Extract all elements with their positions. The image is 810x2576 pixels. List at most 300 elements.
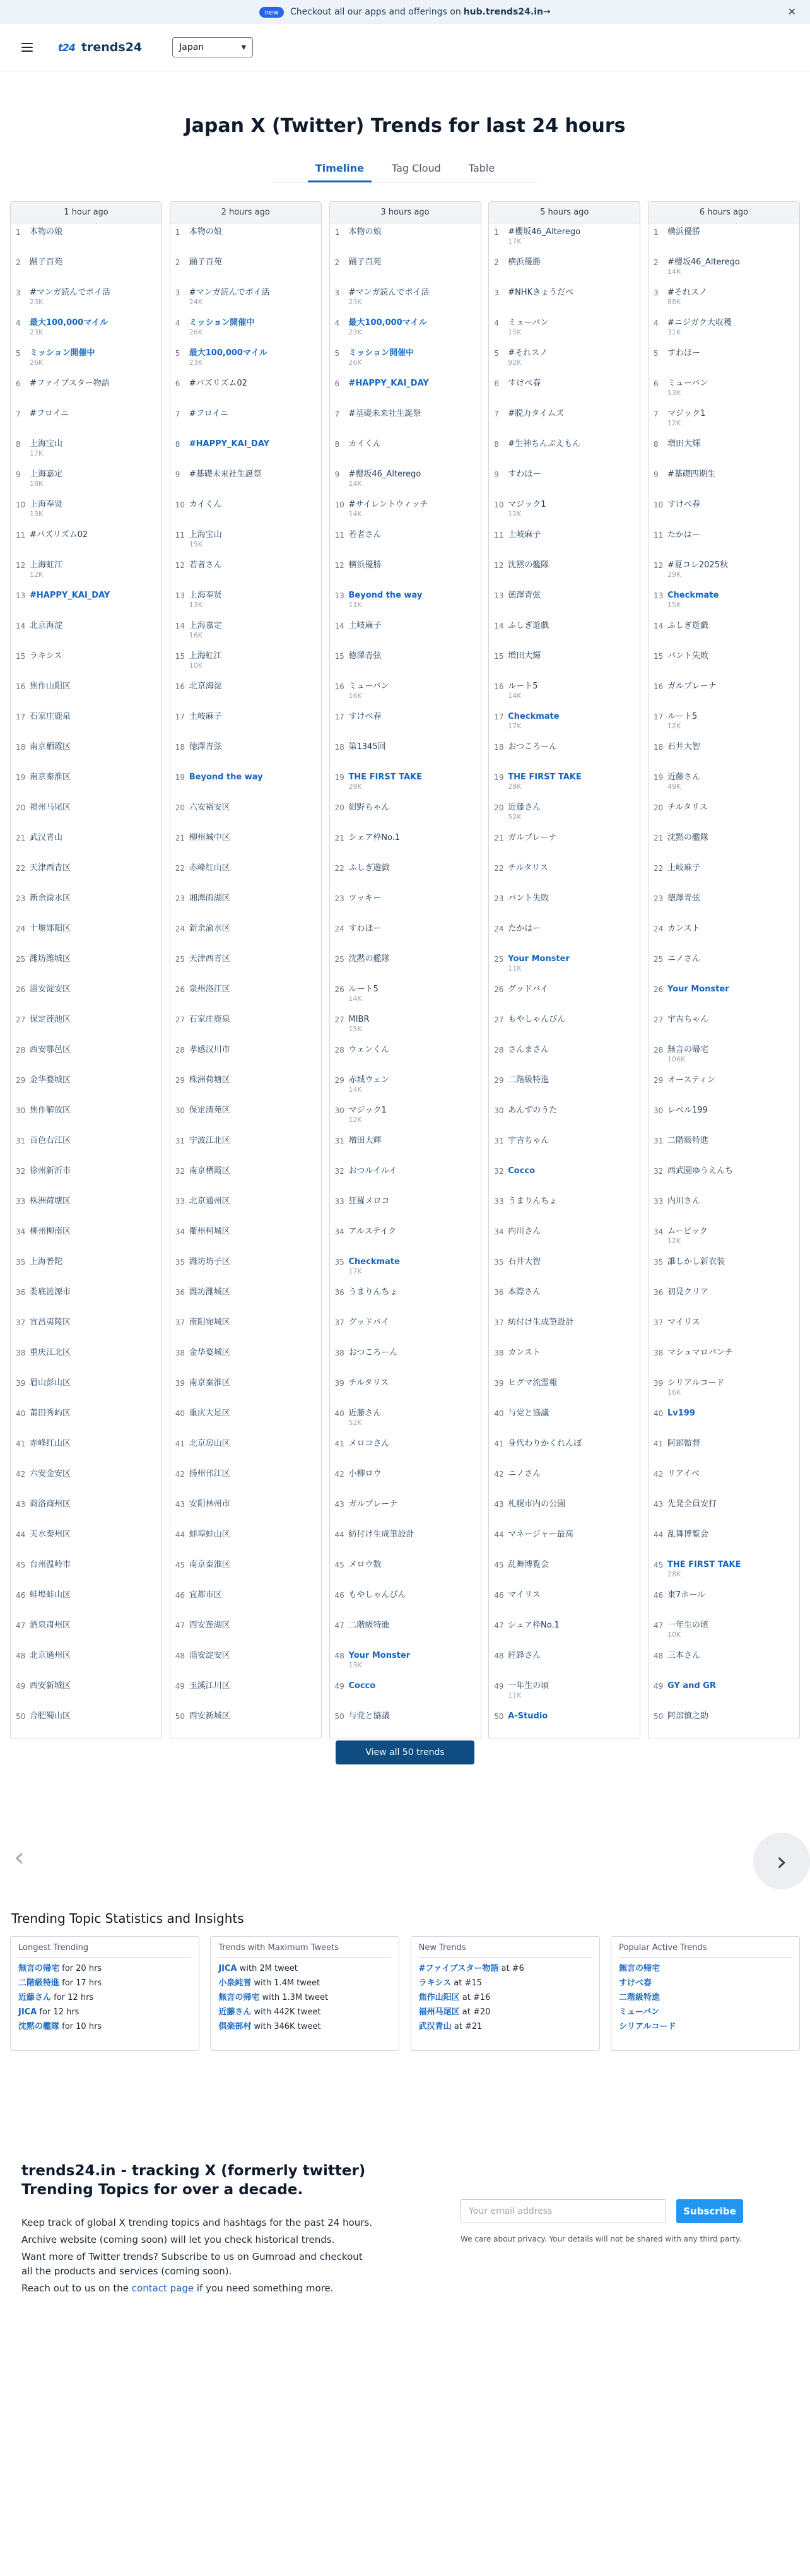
trend-link[interactable] <box>508 318 635 336</box>
stats-trend-link[interactable]: 近藤さん <box>18 1993 52 2002</box>
trend-link[interactable] <box>30 348 156 367</box>
trend-link[interactable] <box>30 288 156 306</box>
trend-link[interactable] <box>667 682 794 692</box>
trend-link[interactable] <box>508 1621 635 1631</box>
trend-link[interactable] <box>349 863 476 873</box>
subscribe-button[interactable]: Subscribe <box>676 2199 743 2223</box>
trend-link[interactable] <box>349 1227 476 1237</box>
trend-item <box>489 1193 640 1223</box>
trend-link[interactable] <box>667 409 794 427</box>
trend-link[interactable] <box>667 621 794 631</box>
trend-link[interactable] <box>349 1106 476 1124</box>
trend-link[interactable] <box>349 1621 476 1631</box>
trend-link[interactable] <box>667 318 794 336</box>
trend-link[interactable] <box>30 1439 156 1449</box>
trend-link[interactable] <box>349 1409 476 1427</box>
trend-link[interactable] <box>30 1409 156 1419</box>
tab-timeline[interactable]: Timeline <box>308 162 372 182</box>
trend-link[interactable] <box>30 439 156 458</box>
trend-link[interactable] <box>30 1621 156 1631</box>
trend-link[interactable] <box>189 379 316 389</box>
trend-link[interactable] <box>349 318 476 336</box>
trend-link[interactable] <box>667 651 794 661</box>
trend-link[interactable] <box>349 227 476 237</box>
trend-link[interactable] <box>508 470 635 480</box>
trend-link[interactable] <box>667 1378 794 1397</box>
stats-trend-link[interactable]: 倶楽部村 <box>218 2022 252 2031</box>
trend-link[interactable] <box>189 318 316 336</box>
trend-link[interactable] <box>508 1651 635 1661</box>
trend-link[interactable] <box>30 1106 156 1116</box>
trend-link[interactable] <box>508 1590 635 1600</box>
trend-link[interactable] <box>667 742 794 752</box>
trend-link[interactable] <box>349 591 476 609</box>
trend-link[interactable] <box>30 1651 156 1661</box>
stats-trend-link[interactable]: 小泉純晋 <box>218 1978 252 1988</box>
trend-link[interactable] <box>349 560 476 570</box>
hub-link[interactable]: hub.trends24.in <box>463 7 543 17</box>
trend-link[interactable] <box>30 1560 156 1570</box>
trend-link[interactable] <box>508 1711 635 1722</box>
trend-link[interactable] <box>349 257 476 268</box>
trend-link[interactable] <box>189 1651 316 1661</box>
trend-link[interactable] <box>508 1409 635 1419</box>
trend-link[interactable] <box>30 257 156 268</box>
trend-link[interactable] <box>30 1015 156 1025</box>
trend-link[interactable] <box>667 1651 794 1661</box>
trend-link[interactable] <box>508 833 635 843</box>
trend-link[interactable] <box>508 227 635 245</box>
trend-link[interactable] <box>30 924 156 934</box>
trend-link[interactable] <box>30 1711 156 1722</box>
trend-rank: 24 <box>334 925 344 933</box>
logo-text: trends24 <box>81 40 143 54</box>
trend-link[interactable] <box>508 439 635 449</box>
trend-link[interactable] <box>349 348 476 367</box>
stats-trend-link[interactable]: JICA <box>18 2007 37 2017</box>
trend-link[interactable] <box>189 621 316 639</box>
trend-link[interactable] <box>667 1590 794 1600</box>
stats-trend-link[interactable]: 無言の帰宅 <box>618 1964 660 1973</box>
hamburger-menu-icon[interactable] <box>21 43 33 52</box>
trend-link[interactable] <box>349 924 476 934</box>
stats-trend-link[interactable]: 近藤さん <box>218 2007 252 2017</box>
trend-link[interactable] <box>30 651 156 661</box>
trend-link[interactable] <box>30 833 156 843</box>
trend-link[interactable] <box>30 1318 156 1328</box>
trend-link[interactable] <box>30 742 156 752</box>
trend-link[interactable] <box>30 863 156 873</box>
trend-link[interactable] <box>508 1106 635 1116</box>
chevron-left-icon[interactable]: ‹ <box>14 1841 25 1872</box>
trend-link[interactable] <box>30 1348 156 1358</box>
stats-trend-link[interactable]: 焦作山阳区 <box>418 1993 460 2002</box>
trend-link[interactable] <box>30 894 156 904</box>
trend-link[interactable] <box>667 470 794 480</box>
trend-link[interactable] <box>349 682 476 700</box>
trend-link[interactable] <box>667 530 794 540</box>
stats-trend-link[interactable]: すけべ春 <box>618 1978 652 1988</box>
trend-link[interactable] <box>667 1560 794 1578</box>
trend-link[interactable] <box>349 530 476 540</box>
trend-link[interactable] <box>667 1166 794 1176</box>
trend-link[interactable] <box>349 1681 476 1691</box>
trend-link[interactable] <box>30 318 156 336</box>
contact-link[interactable]: contact page <box>131 2283 194 2294</box>
trend-link[interactable] <box>667 1075 794 1085</box>
trend-link[interactable] <box>189 288 316 306</box>
trend-link[interactable] <box>189 1166 316 1176</box>
trend-name: Checkmate <box>667 591 719 600</box>
trend-link[interactable] <box>189 500 316 510</box>
trend-link[interactable] <box>667 1318 794 1328</box>
stats-trend-link[interactable]: シリアルコード <box>618 2022 676 2031</box>
trend-link[interactable] <box>667 924 794 934</box>
trend-link[interactable] <box>667 560 794 579</box>
trend-link[interactable] <box>349 1530 476 1540</box>
trend-link[interactable] <box>30 500 156 518</box>
trend-link[interactable] <box>189 1348 316 1358</box>
trend-link[interactable] <box>30 772 156 783</box>
trend-link[interactable] <box>189 954 316 964</box>
trend-link[interactable] <box>30 1378 156 1388</box>
trend-link[interactable] <box>508 560 635 570</box>
trend-link[interactable] <box>349 1045 476 1055</box>
trend-link[interactable] <box>30 1287 156 1297</box>
trend-name: すわほー <box>348 924 382 933</box>
trend-link[interactable] <box>349 772 476 791</box>
trend-link[interactable] <box>667 1621 794 1639</box>
trend-link[interactable] <box>349 651 476 661</box>
trend-link[interactable] <box>349 712 476 722</box>
trend-link[interactable] <box>189 712 316 722</box>
trend-link[interactable] <box>30 1045 156 1055</box>
trend-link[interactable] <box>349 1257 476 1275</box>
trend-link[interactable] <box>349 1469 476 1479</box>
trend-link[interactable] <box>189 1621 316 1631</box>
trend-link[interactable] <box>667 379 794 397</box>
trend-link[interactable] <box>189 1287 316 1297</box>
trend-link[interactable] <box>189 772 316 783</box>
trend-link[interactable] <box>30 530 156 540</box>
trend-link[interactable] <box>508 257 635 268</box>
trend-link[interactable] <box>349 1287 476 1297</box>
trend-link[interactable] <box>508 1378 635 1388</box>
trend-link[interactable] <box>349 1196 476 1207</box>
trend-link[interactable] <box>189 591 316 609</box>
trend-link[interactable] <box>349 1590 476 1600</box>
trend-link[interactable] <box>508 742 635 752</box>
trend-link[interactable] <box>349 894 476 904</box>
trend-link[interactable] <box>189 1590 316 1600</box>
trend-link[interactable] <box>508 803 635 821</box>
trend-link[interactable] <box>667 1045 794 1063</box>
trend-link[interactable] <box>349 1348 476 1358</box>
trend-link[interactable] <box>667 1196 794 1207</box>
trend-link[interactable] <box>349 409 476 419</box>
trend-link[interactable] <box>508 682 635 700</box>
trend-link[interactable] <box>30 1196 156 1207</box>
trend-link[interactable] <box>508 1348 635 1358</box>
trend-link[interactable] <box>189 1378 316 1388</box>
trend-link[interactable] <box>508 1318 635 1328</box>
trend-link[interactable] <box>667 288 794 306</box>
trend-link[interactable] <box>667 1409 794 1419</box>
trend-link[interactable] <box>189 227 316 237</box>
trend-link[interactable] <box>508 1499 635 1510</box>
stats-trend-link[interactable]: 無言の帰宅 <box>218 1993 260 2002</box>
trend-link[interactable] <box>508 591 635 601</box>
trend-link[interactable] <box>189 894 316 904</box>
trend-link[interactable] <box>189 1227 316 1237</box>
trend-item <box>330 1102 481 1132</box>
tab-tag-cloud[interactable]: Tag Cloud <box>391 162 441 174</box>
trend-link[interactable] <box>667 1136 794 1146</box>
trend-link[interactable] <box>508 288 635 298</box>
trend-link[interactable] <box>349 833 476 843</box>
trend-link[interactable] <box>667 1227 794 1245</box>
trend-link[interactable] <box>30 1590 156 1600</box>
trend-link[interactable] <box>349 803 476 813</box>
chevron-right-icon[interactable]: › <box>753 1833 810 1889</box>
stats-trend-link[interactable]: 無言の帰宅 <box>18 1964 60 1973</box>
trend-link[interactable] <box>30 1469 156 1479</box>
trend-link[interactable] <box>30 803 156 813</box>
stats-trend-link[interactable]: JICA <box>218 1964 237 1973</box>
trend-link[interactable] <box>667 1499 794 1510</box>
stats-trend-link[interactable]: #ファイブスター物語 <box>418 1964 499 1973</box>
trend-link[interactable] <box>189 1318 316 1328</box>
trend-rank: 20 <box>654 803 664 812</box>
trend-link[interactable] <box>349 1136 476 1146</box>
trend-link[interactable] <box>667 1015 794 1025</box>
stats-trend-link[interactable]: ラキシス <box>418 1978 452 1988</box>
trend-link[interactable] <box>508 894 635 904</box>
trend-link[interactable] <box>508 500 635 518</box>
close-icon[interactable]: ✕ <box>787 6 796 18</box>
trend-link[interactable] <box>30 712 156 722</box>
stats-trend-link[interactable]: 福州马尾区 <box>418 2007 460 2017</box>
trend-link[interactable] <box>667 1469 794 1479</box>
trend-link[interactable] <box>508 1015 635 1025</box>
trend-link[interactable] <box>349 1651 476 1669</box>
trend-link[interactable] <box>508 1469 635 1479</box>
trend-link[interactable] <box>508 621 635 631</box>
trend-link[interactable] <box>508 348 635 367</box>
trend-link[interactable] <box>508 1166 635 1176</box>
trend-link[interactable] <box>349 439 476 449</box>
trend-link[interactable] <box>30 1227 156 1237</box>
trend-link[interactable] <box>667 348 794 358</box>
trend-link[interactable] <box>667 863 794 873</box>
trend-link[interactable] <box>508 409 635 419</box>
trend-link[interactable] <box>189 1439 316 1449</box>
trend-link[interactable] <box>189 833 316 843</box>
trend-link[interactable] <box>349 1318 476 1328</box>
trend-link[interactable] <box>30 379 156 389</box>
trend-link[interactable] <box>189 560 316 570</box>
tweet-count: 49K <box>667 783 681 791</box>
trend-name: ヒグマ流霊報 <box>508 1378 558 1388</box>
trend-link[interactable] <box>30 470 156 488</box>
trend-link[interactable] <box>189 984 316 995</box>
trend-link[interactable] <box>349 621 476 631</box>
trend-link[interactable] <box>349 1075 476 1094</box>
trend-link[interactable] <box>189 1106 316 1116</box>
trend-link[interactable] <box>30 1075 156 1085</box>
trend-link[interactable] <box>667 772 794 791</box>
trend-link[interactable] <box>667 1348 794 1358</box>
trend-link[interactable] <box>667 712 794 730</box>
trend-link[interactable] <box>189 1499 316 1510</box>
trend-name: マネージャー最高 <box>508 1530 573 1539</box>
trend-link[interactable] <box>189 1711 316 1722</box>
trend-link[interactable] <box>667 1439 794 1449</box>
trend-link[interactable] <box>508 1196 635 1207</box>
trend-link[interactable] <box>349 1439 476 1449</box>
trend-link[interactable] <box>508 1075 635 1085</box>
trend-link[interactable] <box>667 500 794 510</box>
trend-link[interactable] <box>349 1015 476 1033</box>
stats-trend-link[interactable]: 沈黙の艦隊 <box>18 2022 60 2031</box>
trend-link[interactable] <box>667 1681 794 1691</box>
stats-trend-link[interactable]: 二階級特進 <box>18 1978 60 1988</box>
trend-link[interactable] <box>30 227 156 237</box>
trend-link[interactable] <box>30 1681 156 1691</box>
tab-table[interactable]: Table <box>468 162 495 174</box>
trend-link[interactable] <box>667 1287 794 1297</box>
trend-link[interactable] <box>349 1560 476 1570</box>
trend-link[interactable] <box>30 1257 156 1267</box>
trend-link[interactable] <box>349 1166 476 1176</box>
trend-link[interactable] <box>508 954 635 972</box>
trend-link[interactable] <box>189 1257 316 1267</box>
trend-link[interactable] <box>189 1469 316 1479</box>
trend-link[interactable] <box>189 530 316 548</box>
view-all-trends-button[interactable]: View all 50 trends <box>336 1740 474 1764</box>
trend-link[interactable] <box>30 954 156 964</box>
trend-link[interactable] <box>349 288 476 306</box>
trend-link[interactable] <box>189 1015 316 1025</box>
trend-link[interactable] <box>189 742 316 752</box>
trend-link[interactable] <box>189 439 316 449</box>
trend-link[interactable] <box>508 651 635 661</box>
trend-link[interactable] <box>508 712 635 730</box>
trend-link[interactable] <box>189 1045 316 1055</box>
trend-link[interactable] <box>189 863 316 873</box>
country-select[interactable] <box>172 37 253 57</box>
trend-rank: 10 <box>494 500 504 509</box>
trend-link[interactable] <box>349 984 476 1003</box>
trend-link[interactable] <box>508 530 635 540</box>
trend-link[interactable] <box>667 894 794 904</box>
trend-link[interactable] <box>349 1499 476 1510</box>
trend-link[interactable] <box>667 984 794 995</box>
trend-link[interactable] <box>667 1711 794 1722</box>
trend-link[interactable] <box>30 560 156 579</box>
trend-link[interactable] <box>508 1136 635 1146</box>
trend-item <box>649 223 799 254</box>
trend-link[interactable] <box>349 954 476 964</box>
trend-link[interactable] <box>30 621 156 631</box>
trend-link[interactable] <box>189 1075 316 1085</box>
trend-link[interactable] <box>189 1530 316 1540</box>
trend-link[interactable] <box>189 470 316 480</box>
trend-link[interactable] <box>508 379 635 389</box>
trend-link[interactable] <box>508 1287 635 1297</box>
trend-link[interactable] <box>30 591 156 601</box>
trend-link[interactable] <box>189 803 316 813</box>
trend-link[interactable] <box>508 984 635 995</box>
trend-link[interactable] <box>30 1499 156 1510</box>
trend-link[interactable] <box>349 500 476 518</box>
trend-link[interactable] <box>667 954 794 964</box>
trend-link[interactable] <box>189 682 316 692</box>
trend-link[interactable] <box>349 470 476 488</box>
trend-link[interactable] <box>189 1196 316 1207</box>
stats-trend-link[interactable]: 武汉青山 <box>418 2022 452 2031</box>
trend-item <box>330 405 481 435</box>
trend-link[interactable] <box>30 1530 156 1540</box>
trend-link[interactable] <box>189 409 316 419</box>
email-input[interactable] <box>461 2199 666 2223</box>
trend-link[interactable] <box>30 1166 156 1176</box>
trend-link[interactable] <box>30 1136 156 1146</box>
trend-link[interactable] <box>349 742 476 752</box>
trend-link[interactable] <box>667 803 794 813</box>
trend-link[interactable] <box>30 984 156 995</box>
logo[interactable] <box>58 40 142 54</box>
trend-rank: 41 <box>16 1439 26 1448</box>
trend-link[interactable] <box>667 227 794 237</box>
trend-link[interactable] <box>189 651 316 670</box>
trend-name: 百色右江区 <box>30 1136 71 1145</box>
trend-link[interactable] <box>508 863 635 873</box>
trend-link[interactable] <box>667 257 794 276</box>
stats-trend-link[interactable]: 二階級特進 <box>618 1993 660 2002</box>
stats-trend-link[interactable]: ミューバン <box>618 2007 660 2017</box>
trend-link[interactable] <box>508 1045 635 1055</box>
trend-link[interactable] <box>667 439 794 449</box>
trend-link[interactable] <box>508 772 635 791</box>
trend-link[interactable] <box>189 1409 316 1419</box>
trend-link[interactable] <box>189 1560 316 1570</box>
trend-link[interactable] <box>667 1257 794 1267</box>
trend-link[interactable] <box>349 1711 476 1722</box>
trend-link[interactable] <box>508 1227 635 1237</box>
trend-link[interactable] <box>189 257 316 268</box>
trend-link[interactable] <box>667 591 794 609</box>
trend-link[interactable] <box>508 1439 635 1449</box>
trend-link[interactable] <box>30 409 156 419</box>
trend-link[interactable] <box>667 1106 794 1116</box>
trend-link[interactable] <box>667 1530 794 1540</box>
trend-link[interactable] <box>508 1560 635 1570</box>
trend-link[interactable] <box>189 348 316 367</box>
trend-link[interactable] <box>508 1530 635 1540</box>
trend-link[interactable] <box>667 833 794 843</box>
trend-rank: 46 <box>654 1591 664 1600</box>
trend-link[interactable] <box>189 1136 316 1146</box>
trend-link[interactable] <box>508 924 635 934</box>
trend-link[interactable] <box>508 1681 635 1699</box>
trend-link[interactable] <box>189 924 316 934</box>
trend-link[interactable] <box>189 1681 316 1691</box>
trend-link[interactable] <box>30 682 156 692</box>
trend-link[interactable] <box>508 1257 635 1267</box>
trend-link[interactable] <box>349 1378 476 1388</box>
trend-link[interactable] <box>349 379 476 389</box>
